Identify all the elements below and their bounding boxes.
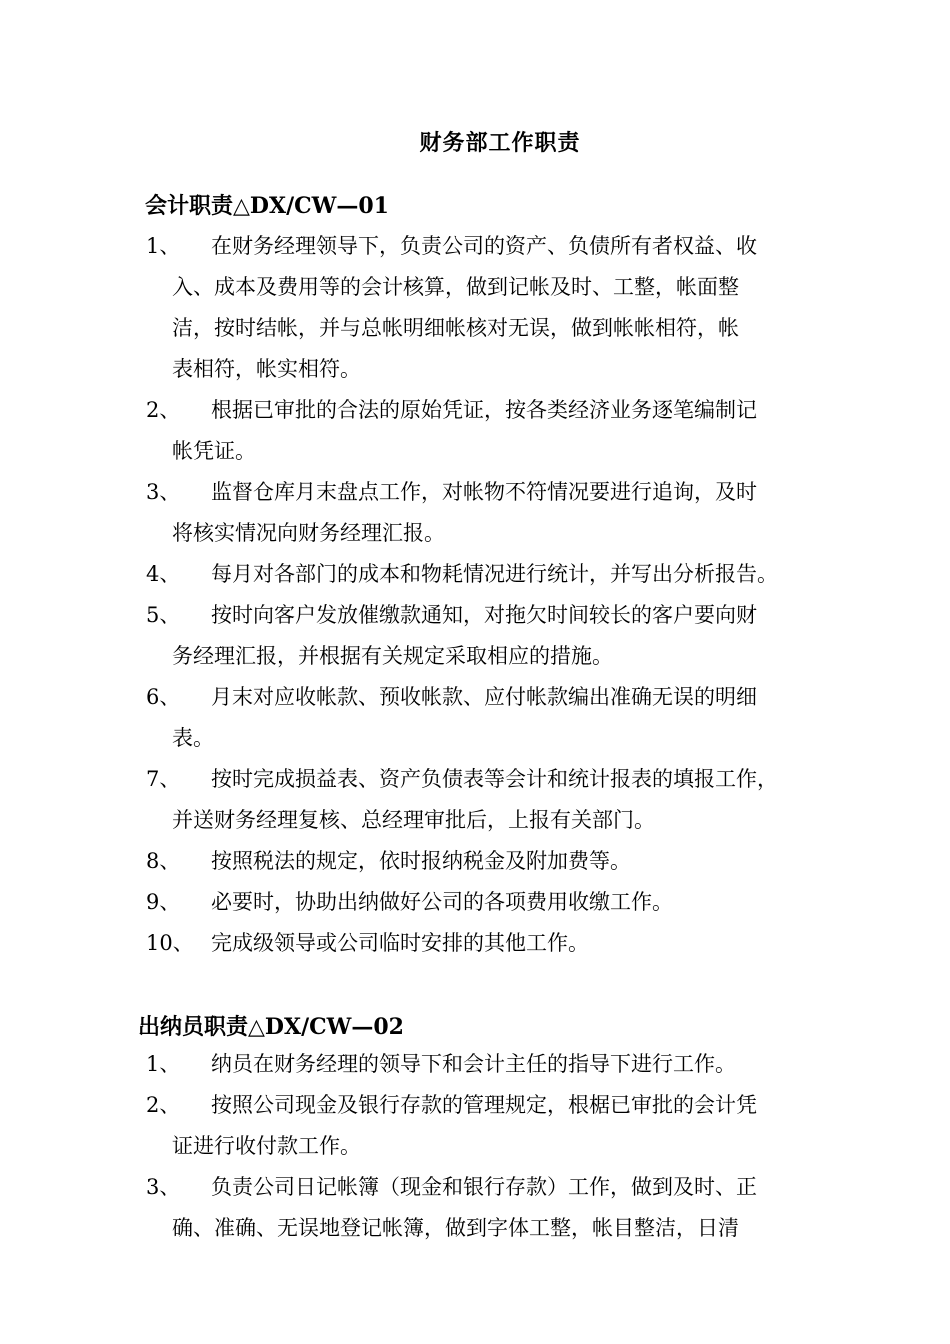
duty-item-number: 1、 [146,1052,181,1076]
duty-item-text-line: 每月对各部门的成本和物耗情况进行统计，并写出分析报告。 [211,562,778,586]
duty-item-text-line: 帐凭证。 [172,439,256,463]
section-heading-cashier: 出纳员职责△DX/CW—02 [138,1014,404,1040]
duty-item [0,554,950,595]
duty-item-number: 4、 [146,562,181,586]
duty-item [0,1044,950,1085]
duty-item [0,472,950,554]
section-heading-accounting: 会计职责△DX/CW—01 [145,193,389,219]
duty-item-text-line: 务经理汇报，并根据有关规定采取相应的措施。 [172,644,613,668]
cashier-duties-list [0,1044,950,1249]
duty-item-text-line: 入、成本及费用等的会计核算，做到记帐及时、工整，帐面整 [172,275,739,299]
duty-item-text-line: 在财务经理领导下，负责公司的资产、负债所有者权益、收 [211,234,757,258]
duty-item-number: 8、 [146,849,181,873]
duty-item-number: 3、 [146,1175,181,1199]
duty-item-text-line: 并送财务经理复核、总经理审批后，上报有关部门。 [172,808,655,832]
duty-item-text-line: 完成级领导或公司临时安排的其他工作。 [211,931,589,955]
duty-item-text-line: 将核实情况向财务经理汇报。 [172,521,445,545]
duty-item-number: 1、 [146,234,181,258]
duty-item-number: 2、 [146,1093,181,1117]
duty-item-text-line: 洁，按时结帐，并与总帐明细帐核对无误，做到帐帐相符，帐 [172,316,739,340]
duty-item [0,923,950,964]
duty-item-text-line: 按照税法的规定，依时报纳税金及附加费等。 [211,849,631,873]
duty-item-number: 10、 [146,931,194,955]
duty-item [0,759,950,841]
accounting-duties-list [0,226,950,964]
duty-item [0,882,950,923]
duty-item-text-line: 监督仓库月末盘点工作，对帐物不符情况要进行追询，及时 [211,480,757,504]
duty-item-number: 7、 [146,767,181,791]
duty-item-text-line: 确、准确、无误地登记帐簿，做到字体工整，帐目整洁，日清 [172,1216,739,1240]
duty-item-text-line: 必要时，协助出纳做好公司的各项费用收缴工作。 [211,890,673,914]
duty-item [0,595,950,677]
duty-item-text-line: 负责公司日记帐簿（现金和银行存款）工作，做到及时、正 [211,1175,757,1199]
duty-item-number: 3、 [146,480,181,504]
duty-item-text-line: 月末对应收帐款、预收帐款、应付帐款编出准确无误的明细 [211,685,757,709]
duty-item [0,1085,950,1167]
duty-item-number: 5、 [146,603,181,627]
duty-item-number: 6、 [146,685,181,709]
duty-item-text-line: 表相符，帐实相符。 [172,357,361,381]
duty-item [0,226,950,390]
duty-item-text-line: 表。 [172,726,214,750]
duty-item [0,1167,950,1249]
document-title: 财务部工作职责 [419,130,581,156]
duty-item [0,841,950,882]
duty-item-text-line: 按时完成损益表、资产负债表等会计和统计报表的填报工作， [211,767,778,791]
duty-item-number: 9、 [146,890,181,914]
duty-item [0,390,950,472]
duty-item [0,677,950,759]
duty-item-text-line: 根据已审批的合法的原始凭证，按各类经济业务逐笔编制记 [211,398,757,422]
duty-item-number: 2、 [146,398,181,422]
duty-item-text-line: 纳员在财务经理的领导下和会计主任的指导下进行工作。 [211,1052,736,1076]
duty-item-text-line: 按时向客户发放催缴款通知，对拖欠时间较长的客户要向财 [211,603,757,627]
duty-item-text-line: 证进行收付款工作。 [172,1134,361,1158]
duty-item-text-line: 按照公司现金及银行存款的管理规定，根椐已审批的会计凭 [211,1093,757,1117]
